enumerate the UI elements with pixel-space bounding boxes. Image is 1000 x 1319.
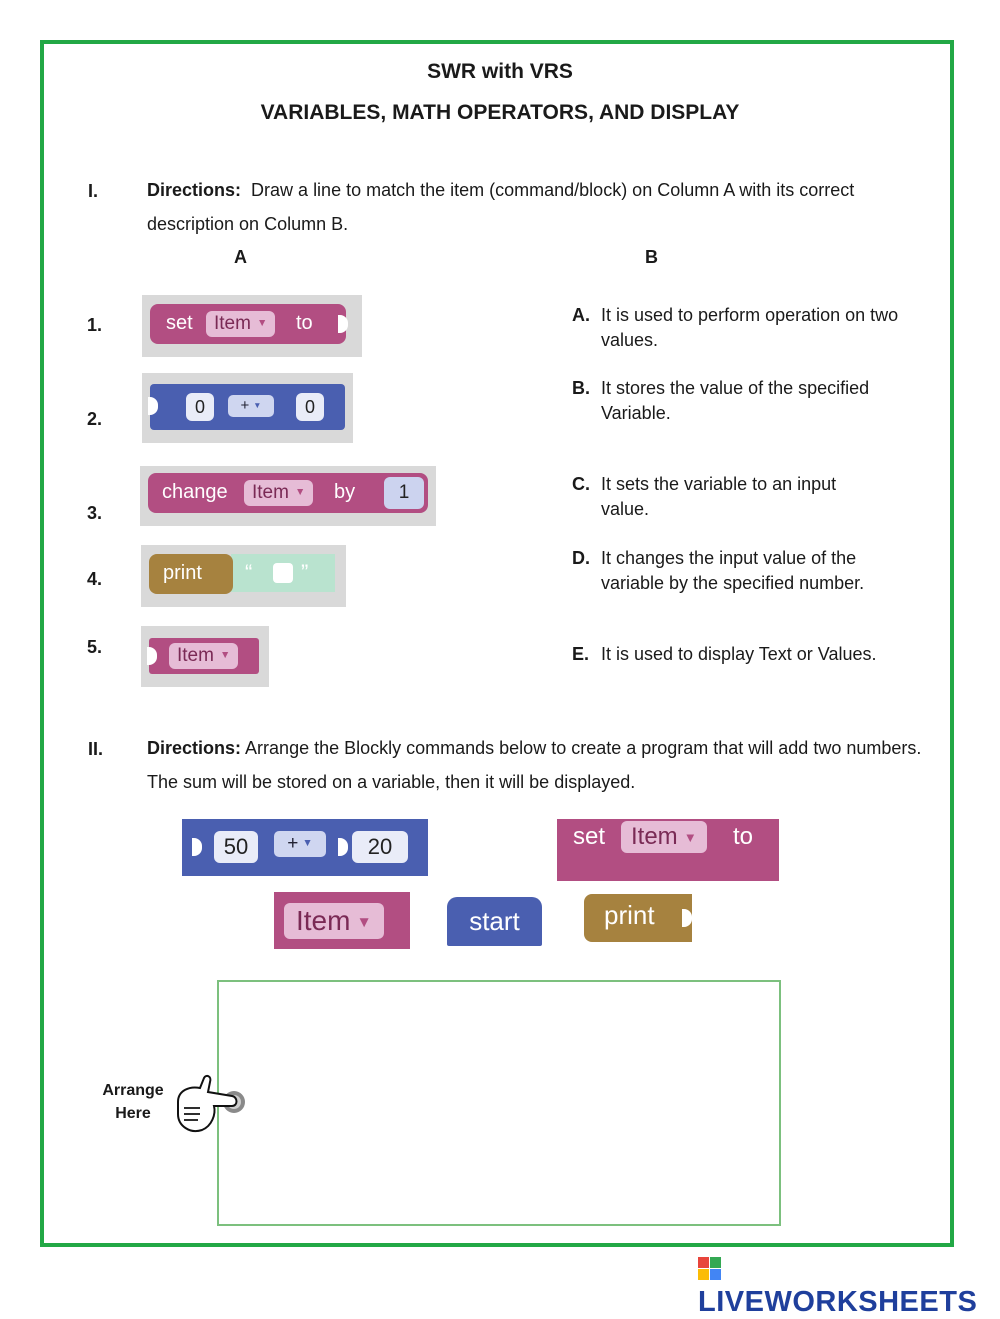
description-e: E. It is used to display Text or Values. bbox=[572, 644, 877, 664]
output-tab-icon bbox=[192, 838, 202, 856]
part2-directions-text: Arrange the Blockly commands below to create a program that will add two numbers. The sum will be stored on a variable, then it will be displayed. bbox=[147, 738, 922, 792]
dropdown-caret-icon: ▼ bbox=[356, 913, 372, 931]
draggable-math-block[interactable]: 50 + ▼ 20 bbox=[182, 819, 428, 876]
set-variable-block: set Item ▼ to bbox=[150, 304, 346, 344]
column-b-header: B bbox=[645, 247, 658, 267]
description-b: B. It stores the value of the specified Variable. bbox=[572, 378, 870, 423]
dropdown-caret-icon: ▼ bbox=[219, 650, 231, 661]
draggable-variable-getter-block[interactable] bbox=[274, 892, 410, 949]
dropdown-caret-icon: ▼ bbox=[253, 401, 262, 411]
item-number-3: 3. bbox=[87, 503, 103, 523]
dropdown-caret-icon: ▼ bbox=[683, 829, 697, 845]
draggable-print-block[interactable]: print bbox=[584, 894, 692, 942]
output-tab-icon bbox=[148, 397, 158, 415]
input-socket-icon bbox=[338, 315, 348, 333]
variable-dropdown: Item ▼ bbox=[244, 480, 313, 506]
dropdown-caret-icon: ▼ bbox=[294, 487, 306, 498]
variable-dropdown: Item ▼ bbox=[169, 643, 238, 669]
operator-dropdown: + ▼ bbox=[228, 395, 274, 417]
change-variable-block: change Item ▼ by 1 bbox=[148, 473, 428, 513]
change-variable-block-tile[interactable] bbox=[140, 466, 436, 526]
part2-directions bbox=[147, 731, 927, 799]
variable-getter-block bbox=[149, 638, 259, 674]
item-number-2: 2. bbox=[87, 409, 103, 429]
variable-dropdown: Item ▼ bbox=[206, 311, 275, 337]
arrange-here-label: Arrange Here bbox=[102, 1082, 164, 1122]
dropdown-caret-icon: ▼ bbox=[256, 318, 268, 329]
pointing-hand-icon bbox=[170, 1074, 252, 1136]
liveworksheets-logo-icon bbox=[698, 1257, 722, 1281]
column-a-header: A bbox=[234, 247, 247, 267]
draggable-start-block[interactable]: start bbox=[447, 897, 542, 946]
math-operator-block-tile[interactable] bbox=[142, 373, 353, 443]
item-number-4: 4. bbox=[87, 569, 103, 589]
dropdown-caret-icon: ▼ bbox=[302, 838, 313, 849]
part2-directions-label: Directions: bbox=[147, 738, 242, 758]
description-c: C. It sets the variable to an input value. bbox=[572, 474, 837, 519]
worksheet-subtitle: VARIABLES, MATH OPERATORS, AND DISPLAY bbox=[260, 101, 740, 124]
variable-dropdown: Item ▼ bbox=[621, 821, 707, 853]
math-operator-block: 0 + ▼ 0 bbox=[150, 384, 345, 430]
variable-getter-block-tile[interactable] bbox=[141, 626, 269, 687]
item-number-1: 1. bbox=[87, 315, 103, 335]
set-variable-block-tile[interactable] bbox=[142, 295, 362, 357]
description-a: A. It is used to perform operation on two values. bbox=[572, 305, 899, 350]
liveworksheets-logo: LIVEWORKSHEETS bbox=[698, 1253, 1000, 1319]
input-socket-icon bbox=[338, 838, 348, 856]
part1-directions bbox=[147, 173, 927, 241]
variable-dropdown: Item ▼ bbox=[284, 903, 384, 939]
worksheet-title: SWR with VRS bbox=[427, 60, 573, 83]
part1-directions-label: Directions: bbox=[147, 180, 242, 200]
print-block: print bbox=[149, 554, 233, 594]
description-d: D. It changes the input value of the variable by the specified number. bbox=[572, 548, 865, 593]
output-tab-icon bbox=[147, 647, 157, 665]
part1-directions-text: Draw a line to match the item (command/block) on Column A with its correct description on Column B. bbox=[147, 180, 855, 234]
part1-numeral: I. bbox=[88, 181, 99, 201]
print-block-tile[interactable] bbox=[141, 545, 346, 607]
input-socket-icon bbox=[682, 909, 692, 927]
text-block: “ ” bbox=[231, 554, 335, 592]
operator-dropdown: + ▼ bbox=[274, 831, 326, 857]
arrange-drop-area[interactable] bbox=[217, 980, 781, 1226]
text-input-icon bbox=[273, 563, 293, 583]
part2-numeral: II. bbox=[88, 739, 104, 759]
item-number-5: 5. bbox=[87, 637, 103, 657]
draggable-set-variable-block[interactable]: set Item ▼ to bbox=[557, 819, 779, 881]
